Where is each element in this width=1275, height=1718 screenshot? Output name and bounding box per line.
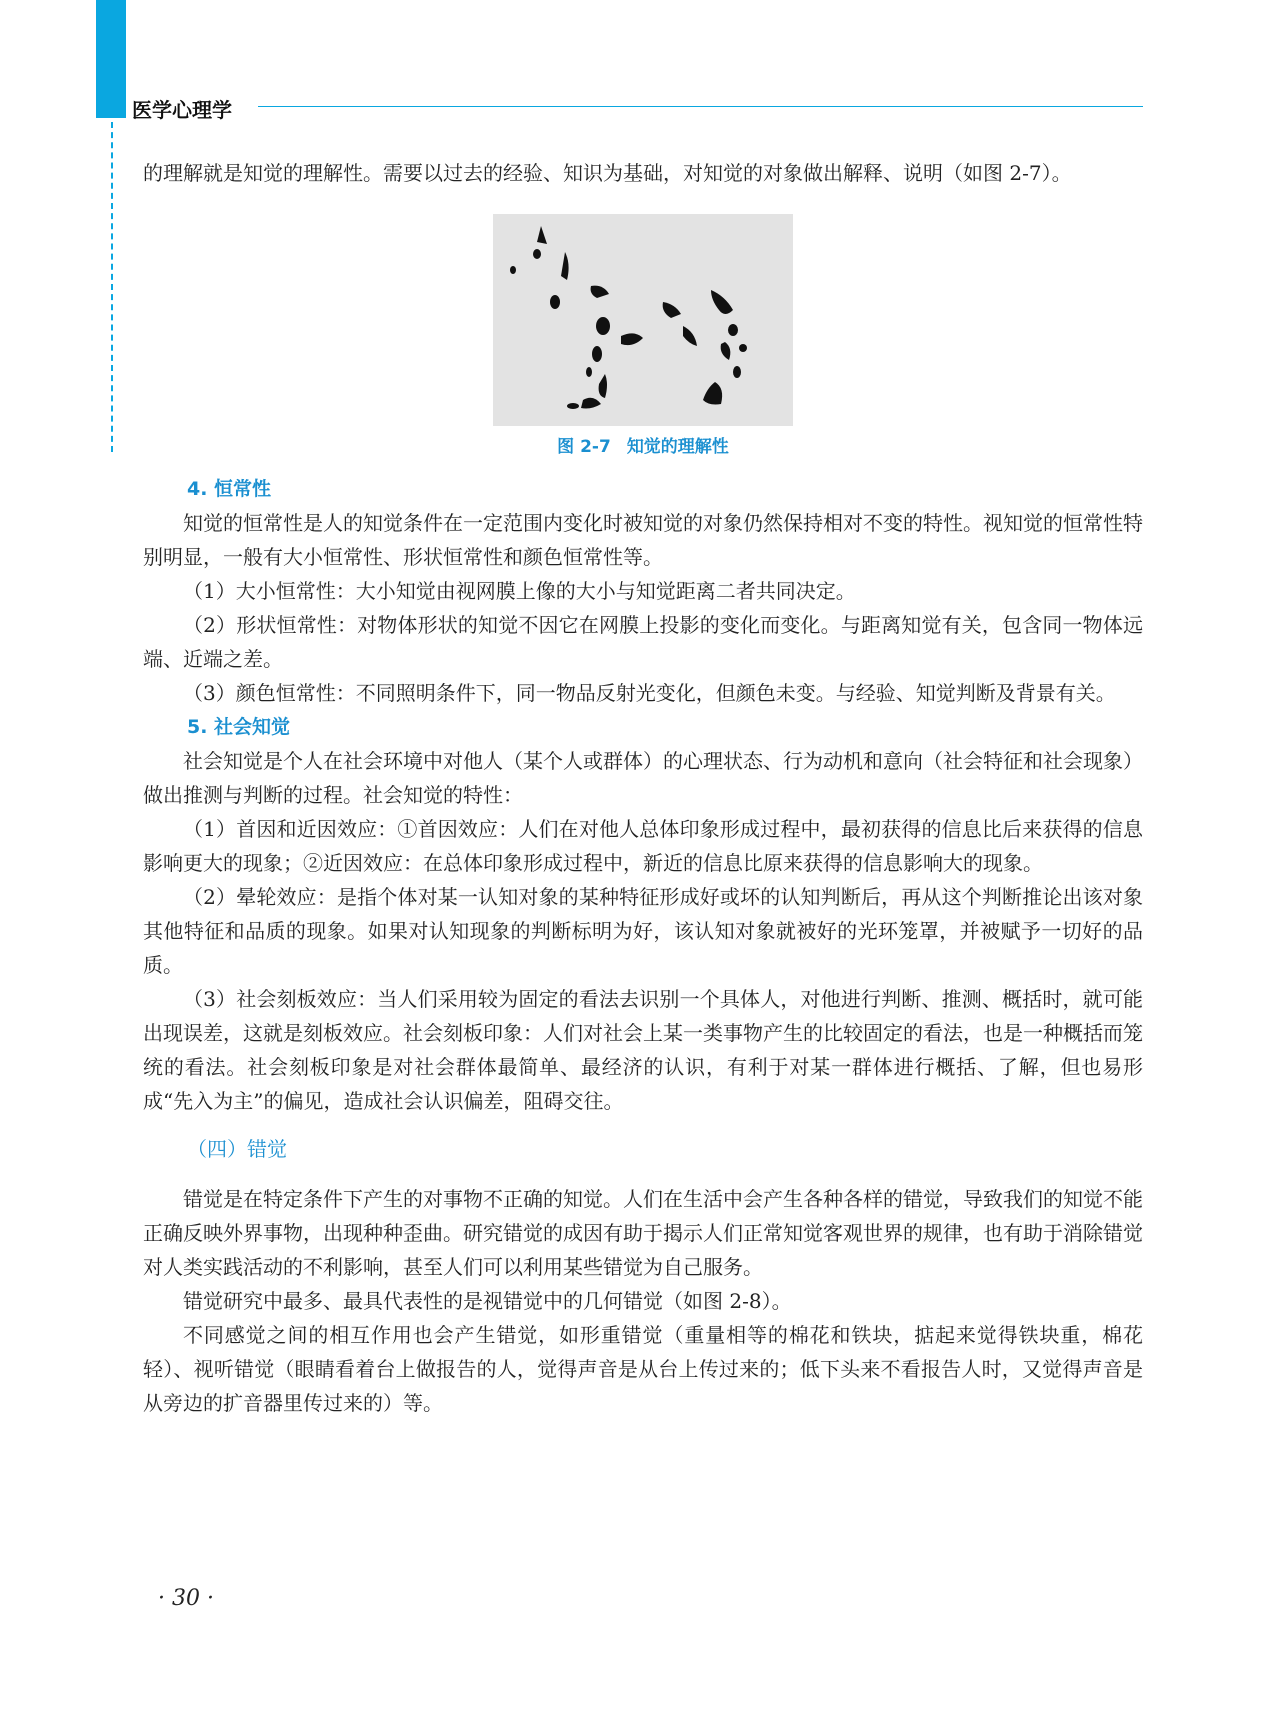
paragraph: 不同感觉之间的相互作用也会产生错觉，如形重错觉（重量相等的棉花和铁块，掂起来觉得铁块重，棉花轻）、视听错觉（眼睛看着台上做报告的人，觉得声音是从台上传过来的；低下头来不看报告人时，又觉得声音是从旁边的扩音器里传过来的）等。 [143,1323,1143,1415]
paragraph: 社会知觉是个人在社会环境中对他人（某个人或群体）的心理状态、行为动机和意向（社会特征和社会现象）做出推测与判断的过程。社会知觉的特性： [143,749,1143,807]
side-accent-bar [96,0,126,118]
page-content [143,156,1143,1420]
section-heading-social-perception: 5. 社会知觉 [187,716,291,738]
side-dashed-line [111,122,113,452]
paragraph: 错觉是在特定条件下产生的对事物不正确的知觉。人们在生活中会产生各种各样的错觉，导致我们的知觉不能正确反映外界事物，出现种种歪曲。研究错觉的成因有助于揭示人们正常知觉客观世界的规律，也有助于消除错觉对人类实践活动的不利影响，甚至人们可以利用某些错觉为自己服务。 [143,1187,1143,1279]
figure-caption-text: 知觉的理解性 [626,437,729,457]
section-heading-illusion: （四）错觉 [187,1137,287,1161]
header-rule [258,106,1143,107]
book-title: 医学心理学 [132,98,232,122]
figure-dalmatian-image [493,214,793,426]
paragraph: （2）晕轮效应：是指个体对某一认知对象的某种特征形成好或坏的认知判断后，再从这个判断推论出该对象其他特征和品质的现象。如果对认知现象的判断标明为好，该认知对象就被好的光环笼罩，并被赋予一切好的品质。 [143,885,1143,977]
section-heading-constancy: 4. 恒常性 [187,478,272,500]
paragraph: （2）形状恒常性：对物体形状的知觉不因它在网膜上投影的变化而变化。与距离知觉有关，包含同一物体远端、近端之差。 [143,613,1143,671]
paragraph: 错觉研究中最多、最具代表性的是视错觉中的几何错觉（如图 2-8）。 [183,1289,792,1313]
paragraph: （1）大小恒常性：大小知觉由视网膜上像的大小与知觉距离二者共同决定。 [183,579,856,603]
figure-number: 图 2-7 [557,437,611,457]
figure-caption [143,434,1143,460]
intro-paragraph: 的理解就是知觉的理解性。需要以过去的经验、知识为基础，对知觉的对象做出解释、说明（如图 2-7）。 [143,161,1072,185]
paragraph: （3）社会刻板效应：当人们采用较为固定的看法去识别一个具体人，对他进行判断、推测、概括时，就可能出现误差，这就是刻板效应。社会刻板印象：人们对社会上某一类事物产生的比较固定的看法，也是一种概括而笼统的看法。社会刻板印象是对社会群体最简单、最经济的认识，有利于对某一群体进行概括、了解，但也易形成“先入为主”的偏见，造成社会认识偏差，阻碍交往。 [143,987,1143,1113]
page-number: · 30 · [158,1586,214,1611]
dalmatian-blobs [493,214,793,426]
paragraph: 知觉的恒常性是人的知觉条件在一定范围内变化时被知觉的对象仍然保持相对不变的特性。视知觉的恒常性特别明显，一般有大小恒常性、形状恒常性和颜色恒常性等。 [143,511,1143,569]
paragraph: （3）颜色恒常性：不同照明条件下，同一物品反射光变化，但颜色未变。与经验、知觉判断及背景有关。 [183,681,1116,705]
paragraph: （1）首因和近因效应：①首因效应：人们在对他人总体印象形成过程中，最初获得的信息比后来获得的信息影响更大的现象；②近因效应：在总体印象形成过程中，新近的信息比原来获得的信息影响大的现象。 [143,817,1143,875]
